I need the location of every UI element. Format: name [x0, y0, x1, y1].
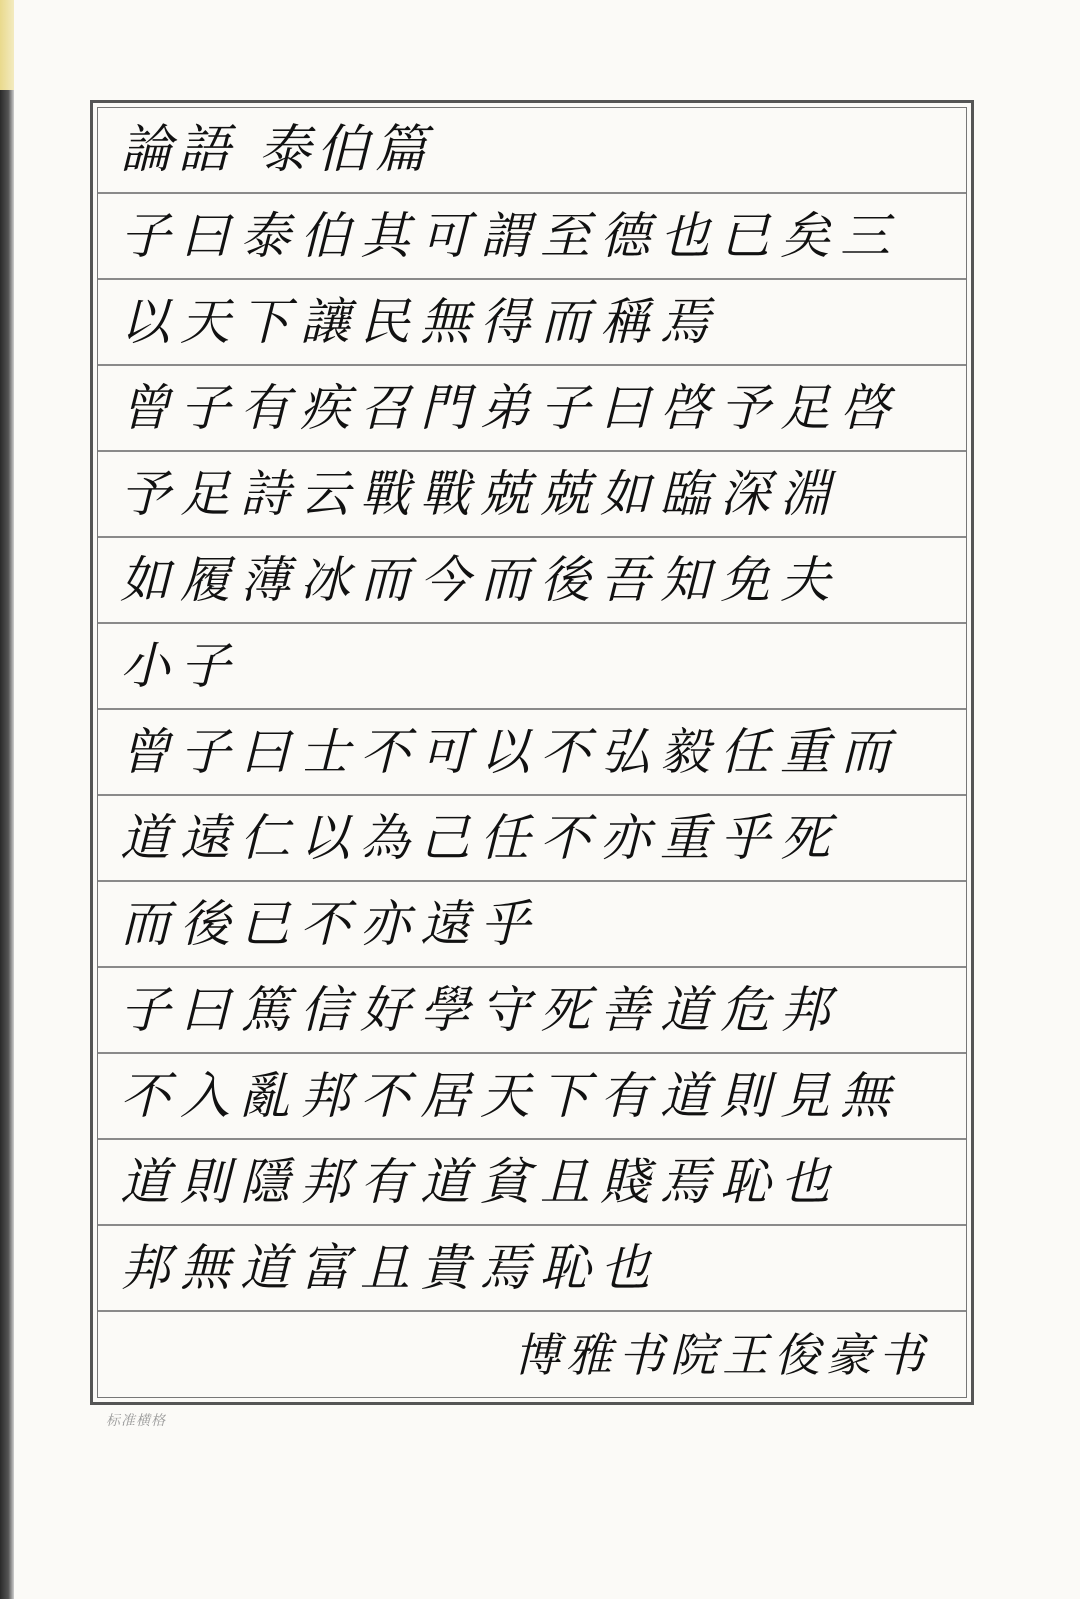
page-binding-shadow — [0, 0, 14, 1599]
text-line: 子曰篤信好學守死善道危邦 — [120, 981, 840, 1039]
text-line: 如履薄冰而今而後吾知免夫 — [120, 551, 840, 609]
text-line: 道遠仁以為己任不亦重乎死 — [120, 809, 840, 867]
text-line: 曾子曰士不可以不弘毅任重而 — [120, 723, 900, 781]
text-line: 子曰泰伯其可謂至德也已矣三 — [120, 207, 900, 265]
text-line: 小子 — [120, 637, 240, 695]
ruled-rows — [98, 108, 966, 1397]
text-row — [98, 882, 966, 968]
text-line: 道則隱邦有道貧且賤焉恥也 — [120, 1153, 840, 1211]
copybook-page — [14, 0, 1080, 1599]
paper-type-note: 标准横格 — [106, 1413, 166, 1429]
text-line: 予足詩云戰戰兢兢如臨深淵 — [120, 465, 840, 523]
text-row — [98, 968, 966, 1054]
text-row — [98, 624, 966, 710]
text-row — [98, 194, 966, 280]
practice-frame-inner — [97, 107, 967, 1398]
title-row — [98, 108, 966, 194]
text-row — [98, 1140, 966, 1226]
text-line: 以天下讓民無得而稱焉 — [120, 293, 720, 351]
practice-frame — [90, 100, 974, 1405]
text-row — [98, 710, 966, 796]
signature-row — [98, 1312, 966, 1397]
text-row — [98, 452, 966, 538]
text-row — [98, 1226, 966, 1312]
text-row — [98, 366, 966, 452]
text-row — [98, 280, 966, 366]
text-row — [98, 1054, 966, 1140]
text-row — [98, 796, 966, 882]
text-line: 曾子有疾召門弟子曰啓予足啓 — [120, 379, 900, 437]
text-line: 邦無道富且貴焉恥也 — [120, 1239, 660, 1297]
text-row — [98, 538, 966, 624]
page-binding-highlight — [0, 0, 14, 90]
text-line: 而後已不亦遠乎 — [120, 895, 540, 953]
document-title: 論語 泰伯篇 — [120, 120, 433, 180]
text-line: 不入亂邦不居天下有道則見無 — [120, 1067, 900, 1125]
signature: 博雅书院王俊豪书 — [514, 1327, 930, 1382]
